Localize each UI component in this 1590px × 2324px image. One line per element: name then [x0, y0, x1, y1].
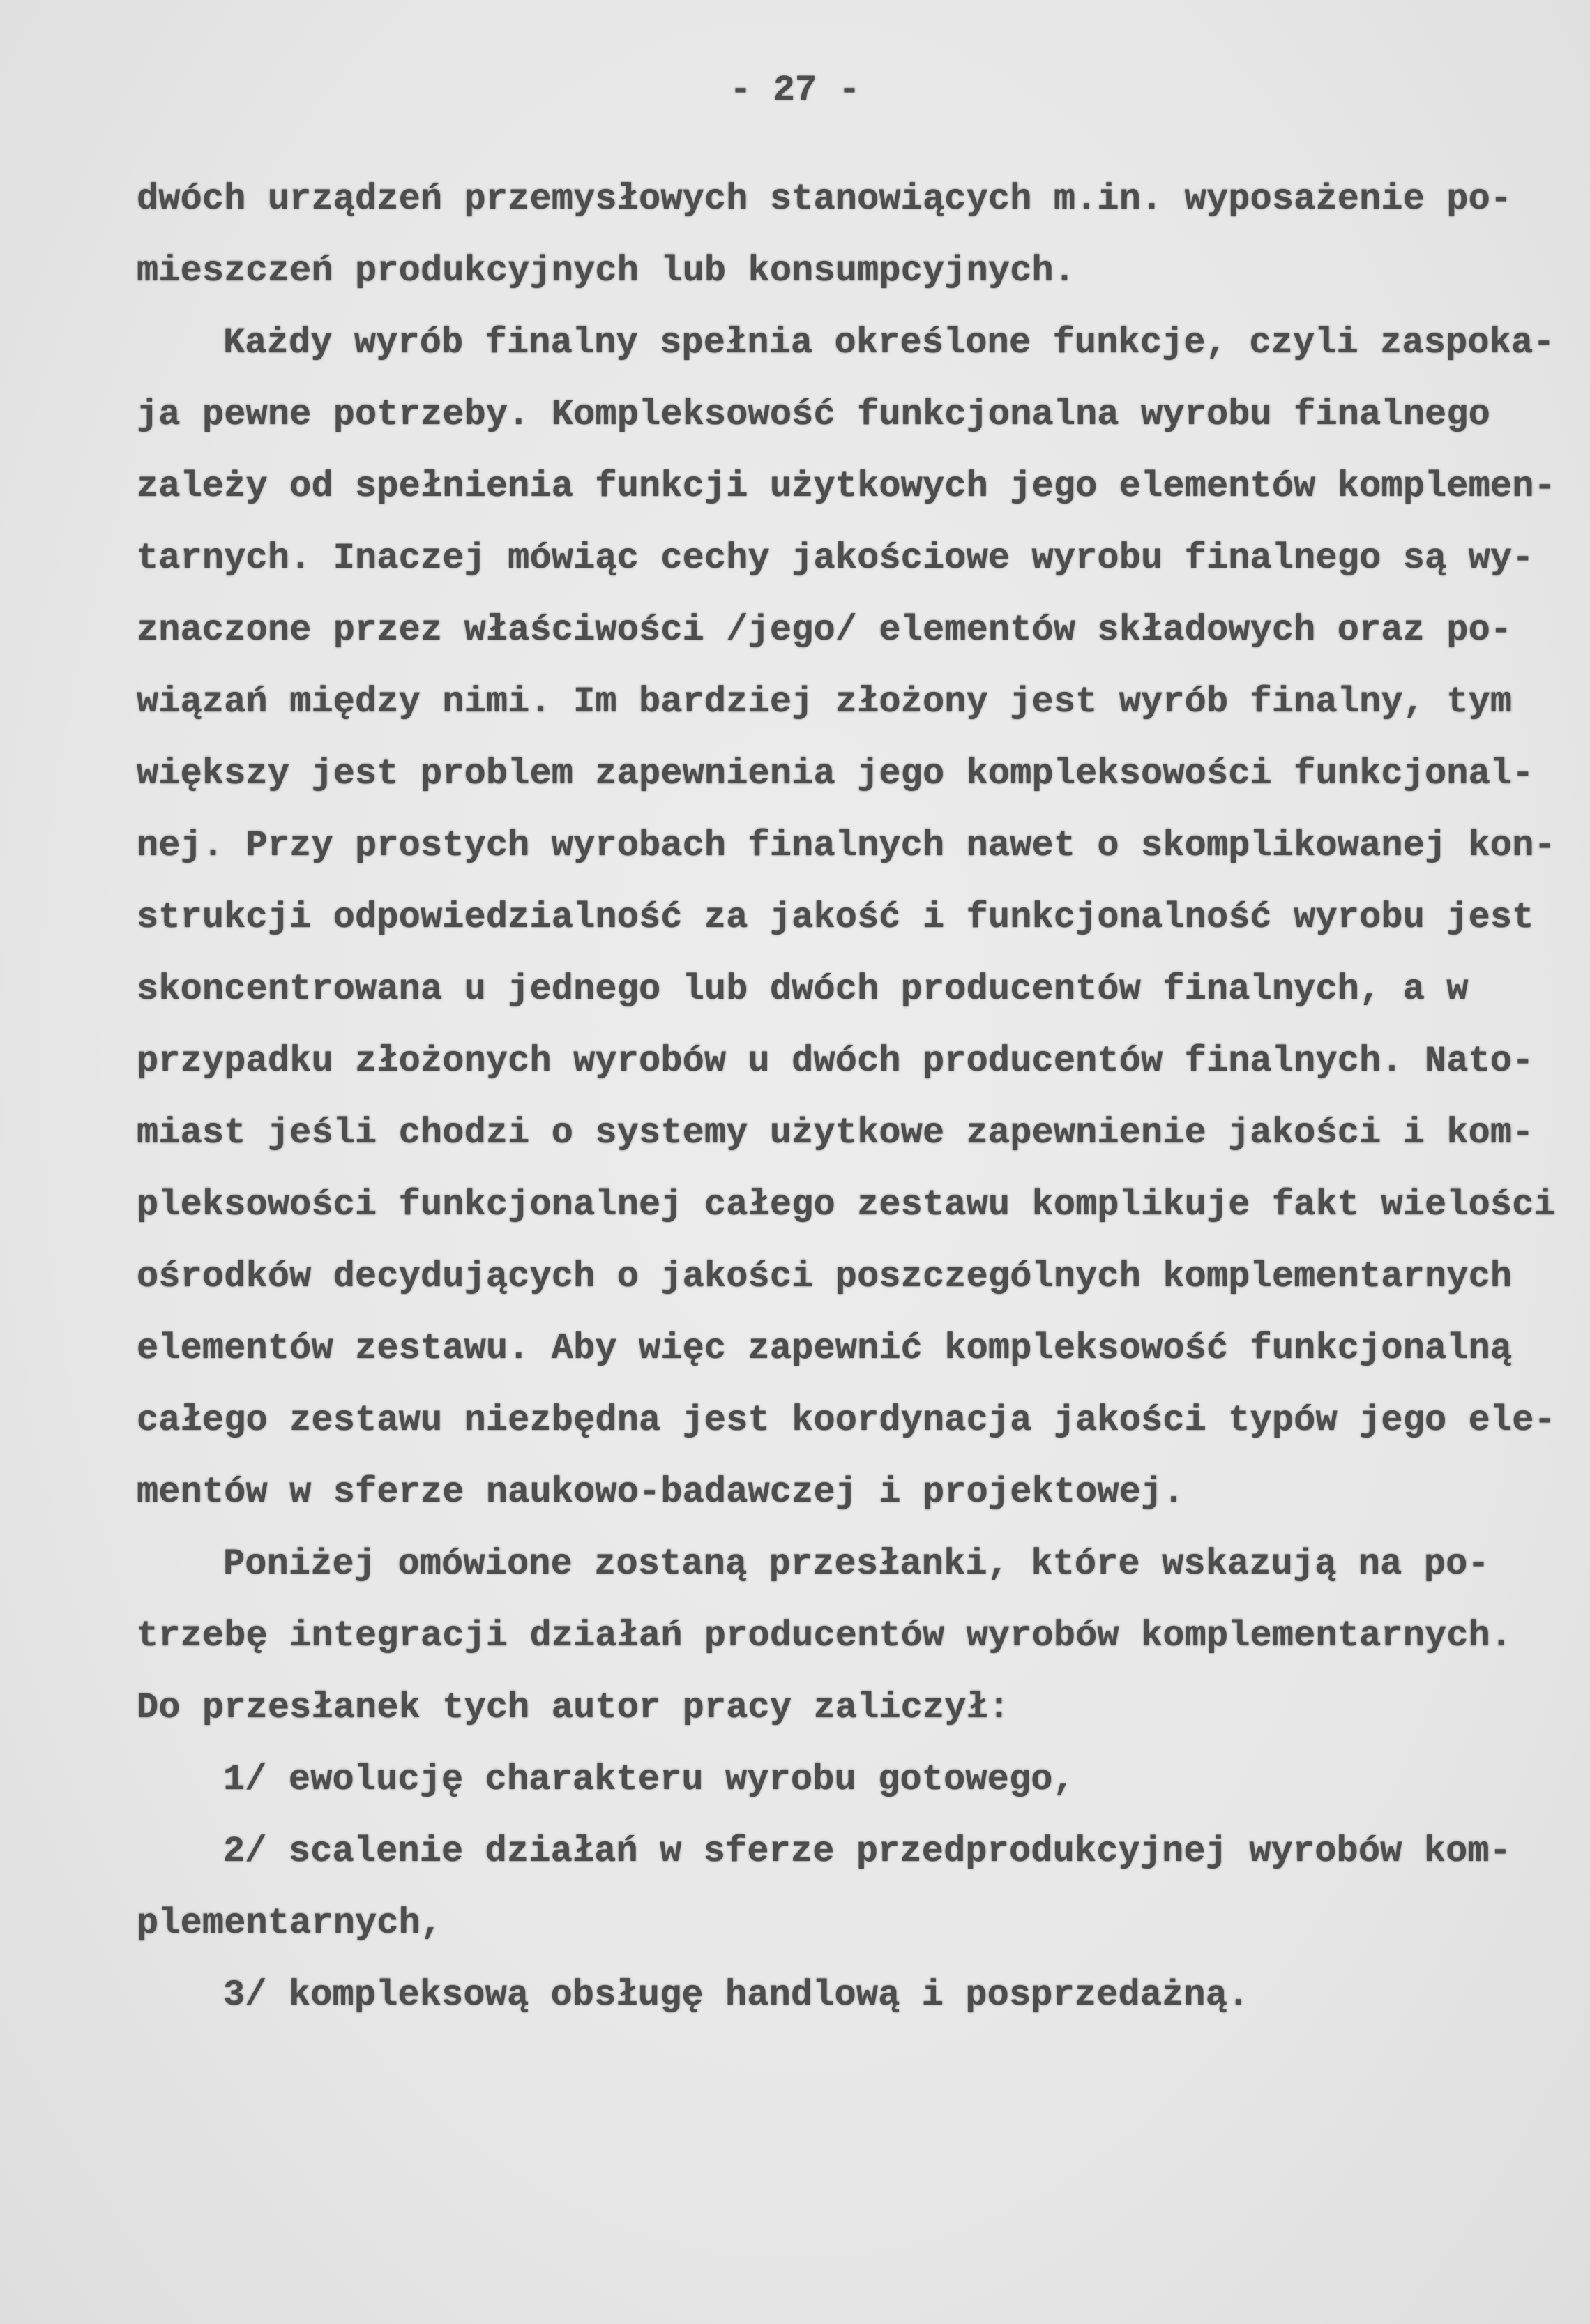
text-line: zależy od spełnienia funkcji użytkowych jego elementów komplemen- [137, 466, 1556, 507]
text-line: elementów zestawu. Aby więc zapewnić kompleksowość funkcjonalną [137, 1328, 1513, 1369]
text-line: strukcji odpowiedzialność za jakość i funkcjonalność wyrobu jest [137, 897, 1534, 938]
text-line: całego zestawu niezbędna jest koordynacja jakości typów jego ele- [137, 1400, 1556, 1441]
paragraph-start-line: Każdy wyrób finalny spełnia określone funkcje, czyli zaspoka- [223, 322, 1555, 363]
text-line: przypadku złożonych wyrobów u dwóch producentów finalnych. Nato- [137, 1041, 1534, 1082]
paragraph-start-line: Poniżej omówione zostaną przesłanki, które wskazują na po- [223, 1544, 1490, 1585]
text-line: plementarnych, [137, 1903, 443, 1944]
list-item-line: 1/ ewolucję charakteru wyrobu gotowego, [223, 1759, 1075, 1800]
text-line: ja pewne potrzeby. Kompleksowość funkcjonalna wyrobu finalnego [137, 394, 1490, 435]
document-body [137, 179, 1556, 2046]
text-line: dwóch urządzeń przemysłowych stanowiących m.in. wyposażenie po- [137, 179, 1513, 220]
text-line: mieszczeń produkcyjnych lub konsumpcyjnych. [137, 250, 1076, 292]
text-line: ośrodków decydujących o jakości poszczególnych komplementarnych [137, 1256, 1513, 1297]
text-line: większy jest problem zapewnienia jego kompleksowości funkcjonal- [137, 753, 1534, 794]
text-line: Do przesłanek tych autor pracy zaliczył: [137, 1687, 1010, 1728]
text-line: wiązań między nimi. Im bardziej złożony jest wyrób finalny, tym [137, 681, 1513, 723]
text-line: miast jeśli chodzi o systemy użytkowe zapewnienie jakości i kom- [137, 1112, 1534, 1154]
list-item-line: 2/ scalenie działań w sferze przedprodukcyjnej wyrobów kom- [223, 1831, 1511, 1872]
text-line: trzebę integracji działań producentów wyrobów komplementarnych. [137, 1615, 1513, 1657]
text-line: nej. Przy prostych wyrobach finalnych nawet o skomplikowanej kon- [137, 825, 1556, 866]
page-number: - 27 - [729, 70, 861, 111]
list-item-line: 3/ kompleksową obsługę handlową i posprzedażną. [223, 1975, 1250, 2016]
text-line: tarnych. Inaczej mówiąc cechy jakościowe wyrobu finalnego są wy- [137, 538, 1534, 579]
text-line: pleksowości funkcjonalnej całego zestawu komplikuje fakt wielości [137, 1184, 1556, 1225]
text-line: znaczone przez właściwości /jego/ elementów składowych oraz po- [137, 610, 1513, 651]
text-line: skoncentrowana u jednego lub dwóch producentów finalnych, a w [137, 969, 1469, 1010]
text-line: mentów w sferze naukowo-badawczej i projektowej. [137, 1472, 1185, 1513]
